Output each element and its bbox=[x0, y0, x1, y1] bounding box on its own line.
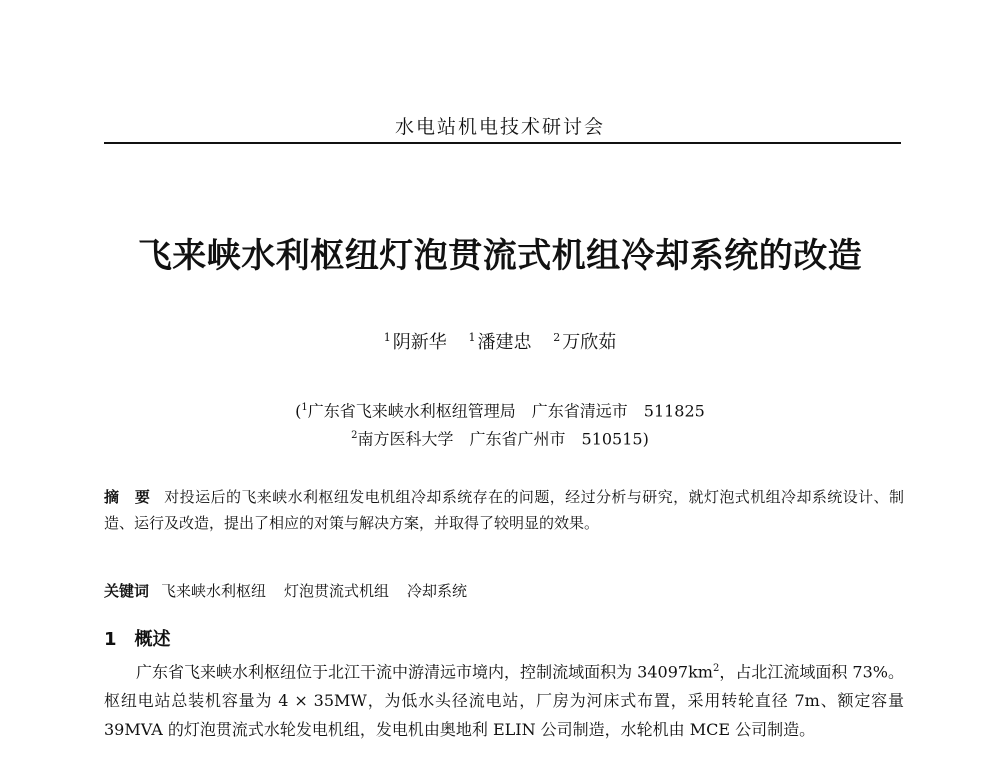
affiliation-sup: 1 bbox=[301, 402, 308, 413]
keywords bbox=[104, 580, 904, 602]
section-number: 1 bbox=[104, 629, 117, 650]
author-sup: 1 bbox=[468, 331, 476, 344]
affiliation-text: 南方医科大学 广东省广州市 510515 bbox=[357, 429, 643, 449]
paragraph-superscript: 2 bbox=[712, 663, 720, 674]
author-list bbox=[0, 328, 1000, 354]
author bbox=[384, 328, 447, 354]
abstract bbox=[104, 484, 904, 536]
author-name: 潘建忠 bbox=[477, 332, 532, 353]
author bbox=[553, 328, 616, 354]
affiliation bbox=[0, 398, 1000, 421]
running-header: 水电站机电技术研讨会 bbox=[394, 116, 605, 138]
affiliation bbox=[0, 426, 1000, 449]
keywords-label: 关键词 bbox=[104, 582, 150, 600]
affiliation-open-paren: ( bbox=[295, 401, 302, 421]
paragraph-text: 广东省飞来峡水利枢纽位于北江干流中游清远市境内，控制流域面积为 34097km bbox=[136, 662, 713, 682]
author-name: 阴新华 bbox=[392, 332, 447, 353]
abstract-text: 对投运后的飞来峡水利枢纽发电机组冷却系统存在的问题，经过分析与研究，就灯泡式机组冷却系统设计、制造、运行及改造，提出了相应的对策与解决方案，并取得了较明显的效果。 bbox=[104, 488, 904, 532]
section-title: 概述 bbox=[134, 629, 171, 650]
author bbox=[469, 328, 532, 354]
affiliation-close-paren: ) bbox=[642, 429, 649, 449]
affiliation-text: 广东省飞来峡水利枢纽管理局 广东省清远市 511825 bbox=[307, 401, 705, 421]
keyword: 冷却系统 bbox=[407, 582, 468, 600]
article-title: 飞来峡水利枢纽灯泡贯流式机组冷却系统的改造 bbox=[137, 236, 863, 276]
header-rule bbox=[104, 142, 901, 144]
paragraph-text: ，占北江流域面积 73%。枢纽电站总装机容量为 4 × 35MW，为低水头径流电站，厂房为河床式布置，采用转轮直径 7m、额定容量 39MVA 的灯泡贯流式水轮发电机组，发电机由奥地利 ELIN 公司制造，水轮机由 MCE 公司制造。 bbox=[104, 662, 904, 740]
author-sup: 2 bbox=[553, 331, 561, 344]
body-paragraph bbox=[104, 654, 904, 744]
keyword: 灯泡贯流式机组 bbox=[284, 582, 390, 600]
abstract-label: 摘 要 bbox=[104, 488, 151, 506]
keyword: 飞来峡水利枢纽 bbox=[161, 582, 267, 600]
author-name: 万欣茹 bbox=[562, 332, 617, 353]
author-sup: 1 bbox=[383, 331, 391, 344]
section-heading bbox=[104, 625, 171, 651]
affiliation-sup: 2 bbox=[351, 430, 358, 441]
